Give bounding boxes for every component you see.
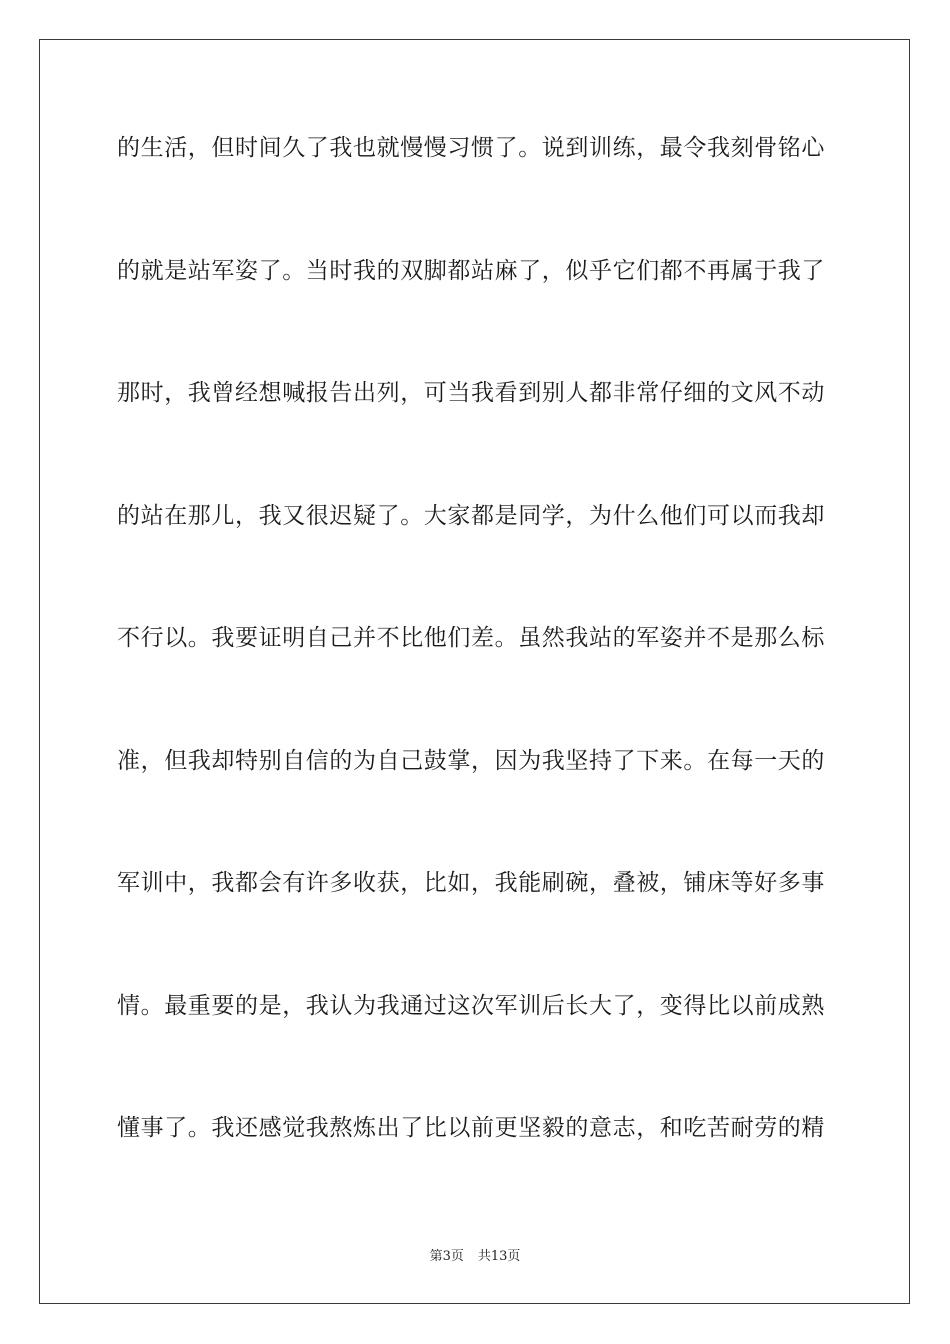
text-line: 的就是站军姿了。当时我的双脚都站麻了，似乎它们都不再属于我了 — [117, 257, 825, 284]
text-line: 情。最重要的是，我认为我通过这次军训后长大了，变得比以前成熟 — [117, 992, 825, 1019]
text-line: 不行以。我要证明自己并不比他们差。虽然我站的军姿并不是那么标 — [117, 625, 825, 651]
total-pages: 共13页 — [477, 1249, 521, 1264]
page-number: 第3页 — [429, 1249, 464, 1264]
text-line: 军训中，我都会有许多收获，比如，我能刷碗，叠被，铺床等好多事 — [117, 870, 825, 896]
page-footer — [0, 1245, 950, 1264]
text-line: 懂事了。我还感觉我熬炼出了比以前更坚毅的意志，和吃苦耐劳的精 — [117, 1115, 825, 1141]
document-body — [117, 120, 833, 1223]
text-line: 准，但我却特别自信的为自己鼓掌，因为我坚持了下来。在每一天的 — [117, 747, 825, 774]
text-line: 那时，我曾经想喊报告出列，可当我看到别人都非常仔细的文风不动 — [117, 380, 825, 406]
text-line: 的站在那儿，我又很迟疑了。大家都是同学，为什么他们可以而我却 — [117, 502, 825, 529]
text-line: 的生活，但时间久了我也就慢慢习惯了。说到训练，最令我刻骨铭心 — [117, 135, 825, 161]
